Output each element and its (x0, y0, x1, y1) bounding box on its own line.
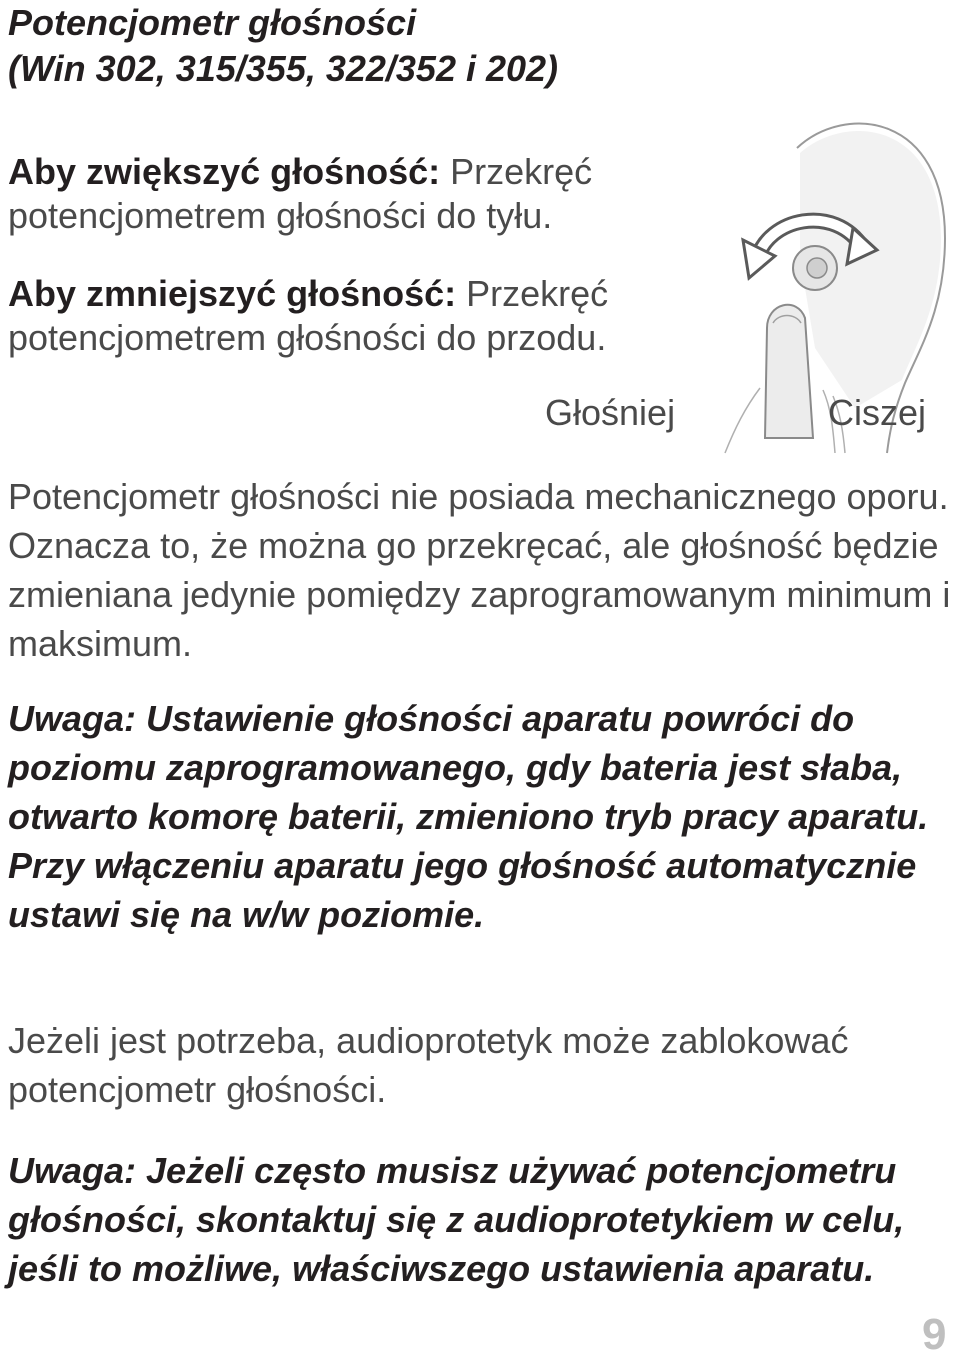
decrease-volume-label: Aby zmniejszyć głośność: (8, 273, 457, 314)
note-volume-reset: Uwaga: Ustawienie głośności aparatu powróci do poziomu zaprogramowanego, gdy bateria jest słaba, otwarto komorę baterii, zmieniono tryb pracy aparatu. Przy włączeniu aparatu jego głośność automatycznie ustawi się na w/w poziomie. (8, 698, 929, 935)
increase-volume-label: Aby zwiększyć głośność: (8, 151, 441, 192)
note-frequent-use: Uwaga: Jeżeli często musisz używać potencjometru głośności, skontaktuj się z audioprotetykiem w celu, jeśli to możliwe, właściwszego ustawienia aparatu. (8, 1150, 905, 1289)
title-line-1: Potencjometr głośności (8, 2, 417, 43)
paragraph-no-resistance: Potencjometr głośności nie posiada mechanicznego oporu. Oznacza to, że można go przekręcać, ale głośność będzie zmieniana jedynie pomiędzy zaprogramowanym minimum i maksimum. (8, 476, 951, 664)
decrease-volume-instruction (8, 272, 728, 360)
increase-volume-text: Przekręć potencjometrem głośności do tyłu. (8, 151, 593, 236)
page-number: 9 (922, 1310, 947, 1359)
finger-icon (765, 305, 813, 438)
title-line-2: (Win 302, 315/355, 322/352 i 202) (8, 48, 559, 89)
page-title (8, 0, 768, 92)
louder-label: Głośniej (545, 392, 676, 433)
hearing-aid-icon (793, 246, 837, 290)
paragraph-lock: Jeżeli jest potrzeba, audioprotetyk może zablokować potencjometr głośności. (8, 1020, 849, 1110)
increase-volume-instruction (8, 150, 728, 238)
quieter-label: Ciszej (828, 392, 927, 433)
decrease-volume-text: Przekręć potencjometrem głośności do przodu. (8, 273, 609, 358)
